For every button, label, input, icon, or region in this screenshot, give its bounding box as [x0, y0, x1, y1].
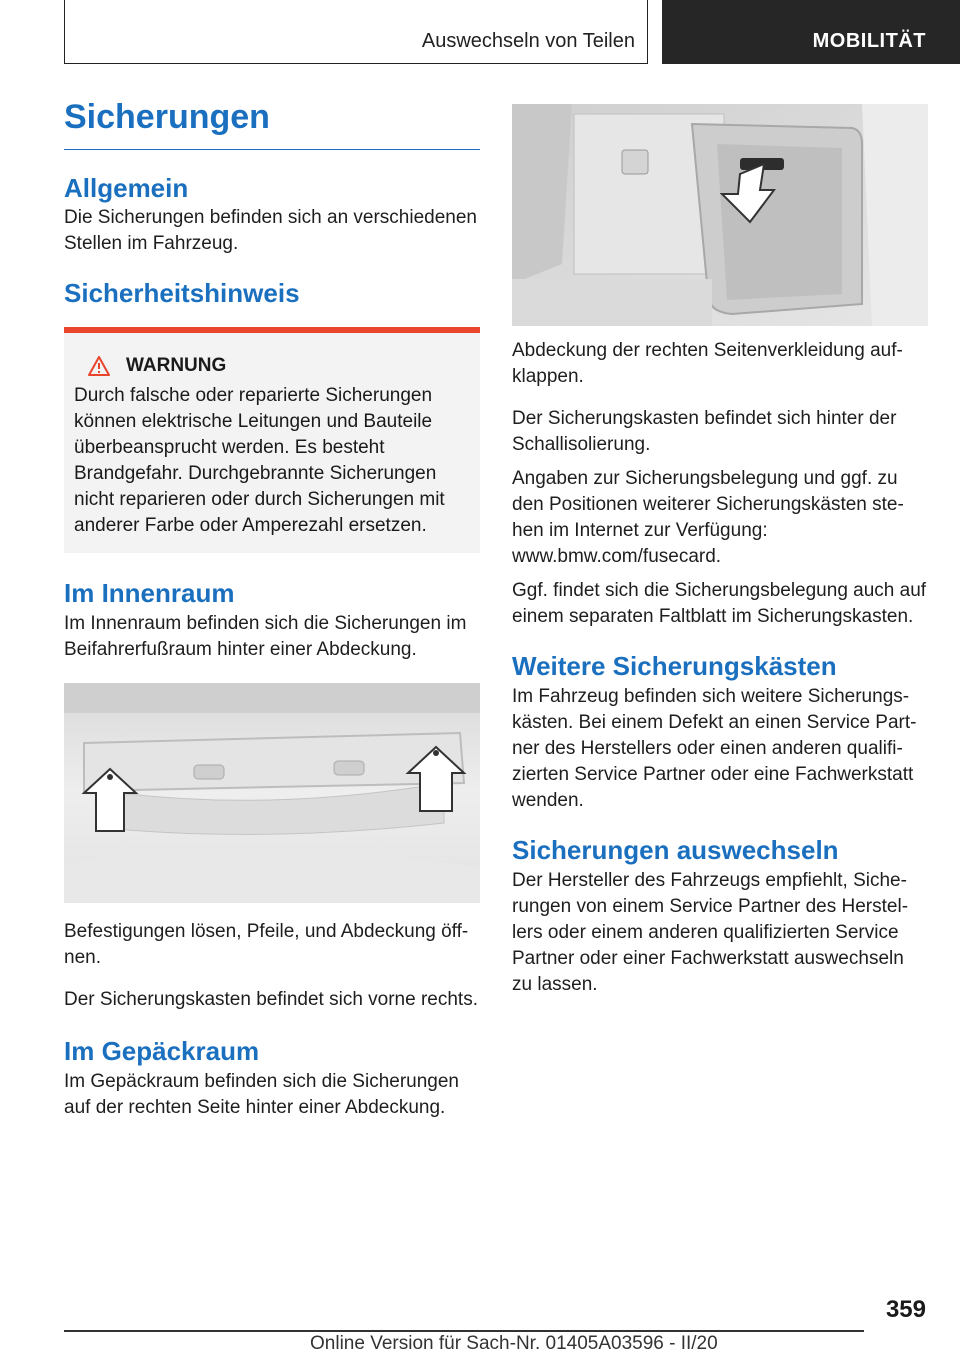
- warning-box: [64, 327, 480, 553]
- text-fuse-info-online: Angaben zur Sicherungsbelegung und ggf. zu den Positionen weiterer Sicherungskästen stehen im Internet zur Verfügung: www.bmw.com/fusecard.: [512, 468, 904, 567]
- text-innenraum: Im Innenraum befinden sich die Sicherungen im Beifahrerfußraum hinter einer Abdeckung.: [64, 612, 467, 660]
- photo-trunk-cover: [512, 104, 928, 326]
- heading-weitere: Weitere Sicherungskästen: [512, 651, 837, 681]
- page-number: 359: [885, 1296, 926, 1323]
- left-column: [64, 96, 480, 1121]
- heading-innenraum: Im Innenraum: [64, 578, 235, 609]
- warning-label: WARNUNG: [126, 355, 227, 377]
- page-title: Sicherungen: [64, 96, 480, 150]
- caption-trunk: Abdeckung der rechten Seitenverkleidung aufklappen.: [512, 340, 903, 387]
- header-section-title: Auswechseln von Teilen: [421, 30, 635, 52]
- text-allgemein: Die Sicherungen befinden sich an verschiedenen Stellen im Fahrzeug.: [64, 207, 477, 255]
- header-chapter-box: [662, 0, 960, 64]
- text-weitere: Im Fahrzeug befinden sich weitere Sicherungskästen. Bei einem Defekt an einen Service Partner des Herstellers oder einen anderen qualifizierten Service Partner oder eine Fachwerkstatt wenden.: [512, 685, 917, 811]
- header-chapter-title: MOBILITÄT: [812, 30, 926, 52]
- photo-footwell-cover: [64, 683, 480, 903]
- header-section-box: [64, 0, 648, 64]
- text-auswechseln: Der Hersteller des Fahrzeugs empfiehlt, Sicherungen von einem Service Partner des Herstellers oder einem anderen qualifizierten Service Partner oder einer Fachwerkstatt auswechseln zu lassen.: [512, 869, 909, 995]
- text-gepaeckraum: Im Gepäckraum befinden sich die Sicherungen auf der rechten Seite hinter einer Abdeckung.: [64, 1070, 460, 1118]
- footer-divider: [64, 1330, 864, 1332]
- caption-footwell-1: Befestigungen lösen, Pfeile, und Abdeckung öffnen.: [64, 920, 469, 968]
- heading-auswechseln: Sicherungen auswechseln: [512, 834, 839, 865]
- text-fuse-leaflet: Ggf. findet sich die Sicherungsbelegung auch auf einem separaten Faltblatt im Sicherungskasten.: [512, 580, 927, 627]
- right-column: [512, 104, 928, 998]
- footer-online-version: Online Version für Sach-Nr. 01405A03596 - II/20: [310, 1333, 718, 1354]
- warning-text: Durch falsche oder reparierte Sicherungen können elektrische Leitungen und Bauteile überbeansprucht werden. Es besteht Brandgefahr. Durchgebrannte Sicherungen nicht reparieren oder durch Sicherungen mit anderer Farbe oder Amperezahl ersetzen.: [74, 385, 445, 537]
- text-fusebox-location: Der Sicherungskasten befindet sich hinter der Schallisolierung.: [512, 408, 897, 455]
- heading-sicherheitshinweis: Sicherheitshinweis: [64, 278, 300, 309]
- heading-allgemein: Allgemein: [64, 172, 189, 203]
- warning-header: [74, 355, 468, 377]
- warning-icon: [88, 356, 110, 376]
- heading-gepaeckraum: Im Gepäckraum: [64, 1035, 260, 1066]
- caption-footwell-2: Der Sicherungskasten befindet sich vorne rechts.: [64, 988, 478, 1010]
